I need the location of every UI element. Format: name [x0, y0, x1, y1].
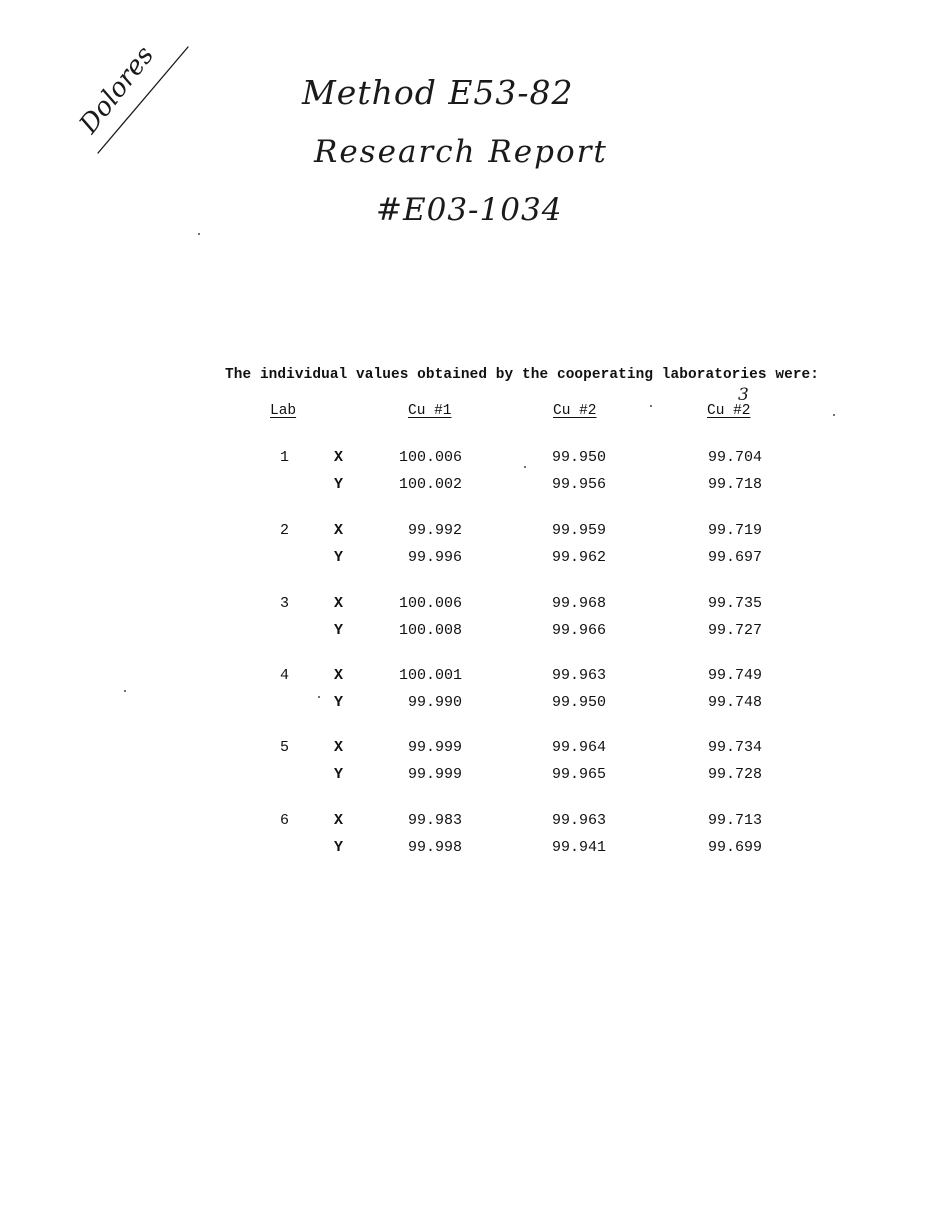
cu1-value: 99.990 [407, 694, 462, 711]
cu1-value: 100.008 [398, 622, 462, 639]
run-label: Y [334, 549, 344, 566]
run-label: Y [334, 839, 344, 856]
cu3-value: 99.699 [708, 839, 763, 856]
cu2-value: 99.959 [552, 522, 607, 539]
cu2-value: 99.950 [552, 694, 607, 711]
svg-text:Research Report: Research Report [314, 134, 608, 170]
cu1-value: 99.992 [407, 522, 462, 539]
run-label: X [334, 449, 344, 466]
run-label: X [334, 812, 344, 829]
cu1-value: 99.983 [407, 812, 462, 829]
cu2-value: 99.963 [552, 667, 607, 684]
table-row [0, 839, 950, 859]
cu3-value: 99.735 [708, 595, 763, 612]
lab-number: 4 [280, 667, 290, 684]
table-row [0, 812, 950, 832]
run-label: X [334, 595, 344, 612]
cu2-value: 99.964 [552, 739, 607, 756]
table-row [0, 522, 950, 542]
cu2-value: 99.968 [552, 595, 607, 612]
run-label: X [334, 522, 344, 539]
table-row [0, 449, 950, 469]
scan-speck [833, 414, 835, 416]
table-row [0, 667, 950, 687]
run-label: Y [334, 694, 344, 711]
column-header-cu2: Cu #2 [553, 403, 597, 419]
cu1-value: 100.006 [398, 595, 462, 612]
cu3-value: 99.697 [708, 549, 763, 566]
cu2-value: 99.962 [552, 549, 607, 566]
cu3-value: 99.704 [708, 449, 763, 466]
cu1-value: 100.002 [398, 476, 462, 493]
table-row [0, 476, 950, 496]
cu2-value: 99.965 [552, 766, 607, 783]
lab-number: 2 [280, 522, 290, 539]
cu1-value: 99.999 [407, 739, 462, 756]
table-row [0, 595, 950, 615]
cu1-value: 99.996 [407, 549, 462, 566]
lab-number: 5 [280, 739, 290, 756]
handwritten-column-correction: 3 [738, 385, 749, 405]
cu1-value: 100.001 [398, 667, 462, 684]
run-label: Y [334, 766, 344, 783]
cu2-value: 99.956 [552, 476, 607, 493]
cu1-value: 100.006 [398, 449, 462, 466]
scan-speck [198, 233, 200, 235]
table-row [0, 694, 950, 714]
lab-number: 3 [280, 595, 290, 612]
svg-text:#E03-1034: #E03-1034 [376, 192, 563, 228]
lab-number: 6 [280, 812, 290, 829]
run-label: X [334, 739, 344, 756]
column-header-cu1: Cu #1 [408, 403, 452, 419]
handwritten-signature [70, 35, 210, 165]
cu2-value: 99.966 [552, 622, 607, 639]
scan-speck [650, 405, 652, 407]
cu3-value: 99.749 [708, 667, 763, 684]
cu3-value: 99.718 [708, 476, 763, 493]
cu2-value: 99.963 [552, 812, 607, 829]
column-header-lab: Lab [270, 403, 297, 419]
cu3-value: 99.728 [708, 766, 763, 783]
cu3-value: 99.713 [708, 812, 763, 829]
handwritten-header-notes [290, 60, 690, 240]
cu3-value: 99.719 [708, 522, 763, 539]
intro-text: The individual values obtained by the cooperating laboratories were: [225, 367, 820, 383]
run-label: X [334, 667, 344, 684]
table-row [0, 549, 950, 569]
scan-speck [124, 690, 126, 692]
lab-number: 1 [280, 449, 290, 466]
svg-text:Dolores: Dolores [73, 40, 161, 140]
svg-text:Method E53-82: Method E53-82 [302, 73, 574, 112]
cu2-value: 99.941 [552, 839, 607, 856]
run-label: Y [334, 476, 344, 493]
table-row [0, 766, 950, 786]
cu3-value: 99.748 [708, 694, 763, 711]
table-row [0, 622, 950, 642]
cu1-value: 99.998 [407, 839, 462, 856]
cu1-value: 99.999 [407, 766, 462, 783]
run-label: Y [334, 622, 344, 639]
cu2-value: 99.950 [552, 449, 607, 466]
cu3-value: 99.734 [708, 739, 763, 756]
cu3-value: 99.727 [708, 622, 763, 639]
table-row [0, 739, 950, 759]
column-header-cu3: Cu #2 [707, 403, 751, 419]
